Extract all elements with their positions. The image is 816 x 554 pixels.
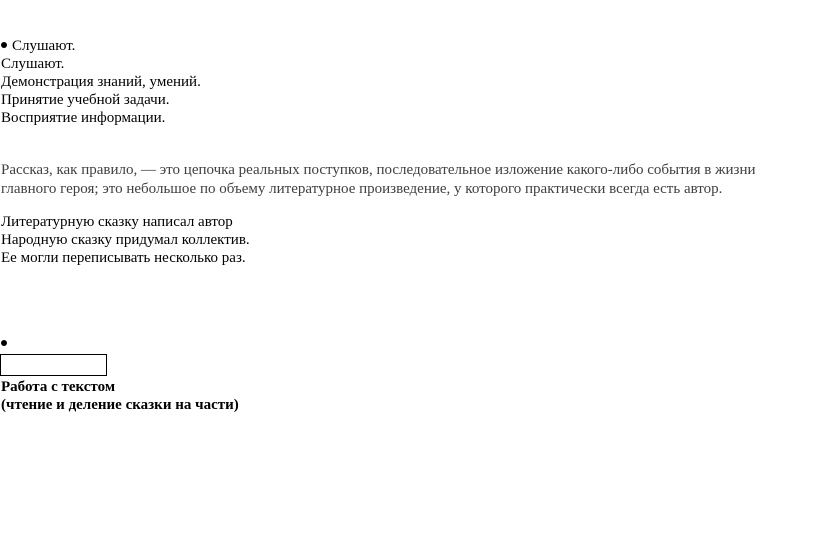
empty-text-box [0, 354, 107, 376]
text-line-demonstration: Демонстрация знаний, умений. [1, 74, 201, 90]
paragraph-line-1: Рассказ, как правило, — это цепочка реальных поступков, последовательное изложение какого-либо события в жизни [1, 162, 756, 178]
heading-text-work: Работа с текстом [1, 379, 116, 395]
bullet-icon [1, 42, 7, 48]
text-line-folk-tale: Народную сказку придумал коллектив. [1, 232, 250, 248]
text-line-rewritten: Ее могли переписывать несколько раз. [1, 250, 246, 266]
text-line-information-perception: Восприятие информации. [1, 110, 166, 126]
bullet-item-text: Слушают. [12, 38, 76, 54]
bullet-item-empty [1, 335, 12, 354]
text-line-listen: Слушают. [1, 56, 65, 72]
heading-text-reading: (чтение и деление сказки на части) [1, 397, 239, 413]
text-line-task-acceptance: Принятие учебной задачи. [1, 92, 170, 108]
bullet-item-listen [1, 37, 75, 56]
bullet-icon [1, 340, 7, 346]
paragraph-line-2: главного героя; это небольшое по объему литературное произведение, у которого практически всегда есть автор. [1, 181, 723, 197]
text-line-literary-tale: Литературную сказку написал автор [1, 214, 233, 230]
